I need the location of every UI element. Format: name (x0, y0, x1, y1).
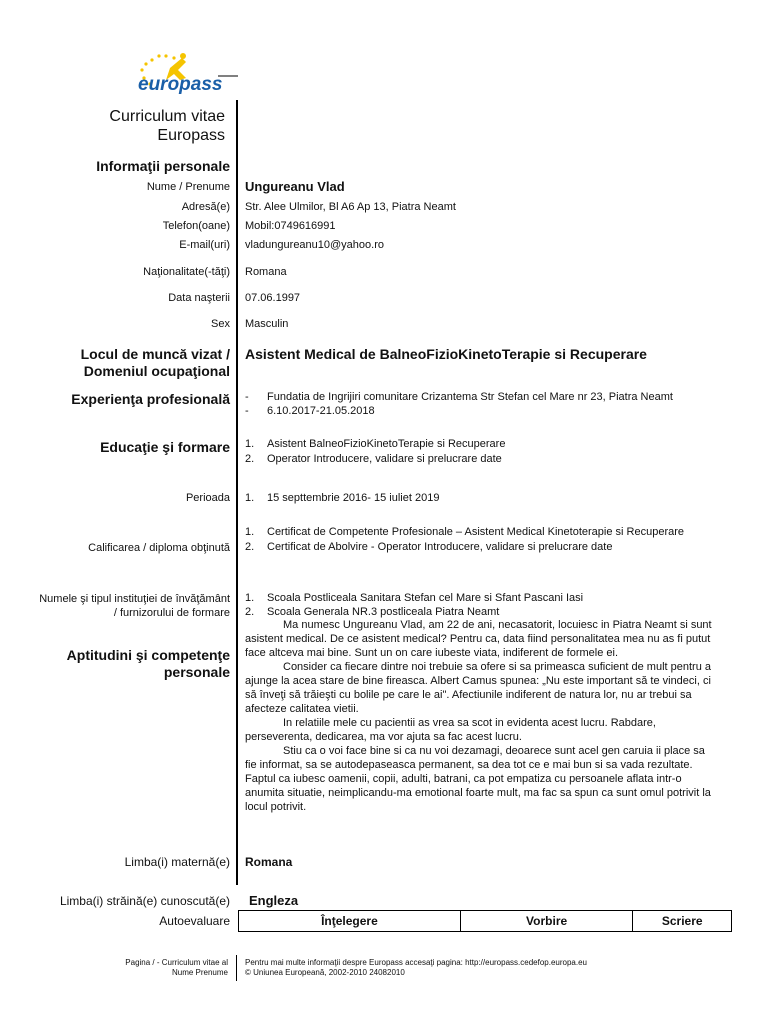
education-text: Operator Introducere, validare si prelucrare date (267, 453, 502, 465)
qualification-item (245, 541, 612, 553)
birthdate-value: 07.06.1997 (245, 292, 301, 304)
skills-paragraph: Consider ca fiecare dintre noi trebuie sa ofere si sa primeasca suficient de mult pentru a ajunge la acea stare de bine fireasca. Albert Camus spunea: „Nu este important să te vindeci, ci să înveţi să trăieşti cu bolile pe care le ai". Afectiunile indiferent de natura lor, nu ar trebui sa afecteze calitatea vietii. (245, 661, 711, 715)
nationality-label: Naţionalitate(-tăţi) (143, 266, 230, 278)
phone-label: Telefon(oane) (162, 220, 230, 232)
qualification-text: Certificat de Abolvire - Operator Introducere, validare si prelucrare date (267, 541, 613, 553)
institution-num: 2. (245, 606, 255, 618)
qualification-num: 1. (245, 526, 255, 538)
name-value: Ungureanu Vlad (245, 179, 345, 194)
education-item (245, 438, 505, 450)
mother-tongue-value: Romana (245, 855, 293, 869)
qualification-item (245, 526, 684, 538)
name-label: Nume / Prenume (146, 181, 230, 193)
cv-title-line1: Curriculum vitae (109, 108, 225, 125)
footer-right (245, 958, 587, 978)
skills-paragraph: Stiu ca o voi face bine si ca nu voi dezamagi, deoarece sunt acel gen caruia ii place sa fie informat, sa se autodepaseasca permanent, sa dea tot ce e mai bun si sa vada rezultate. Faptul ca iubesc oamenii, copii, adulti, batrani, ca pot empatiza cu persoanele aflata intr-o anumita situatie, neimplicandu-ma emotional foarte mult, ma fac sa spun ca sunt omul potrivit la locul potrivit. (245, 745, 711, 813)
footer-right-line1[interactable]: Pentru mai multe informaţii despre Europass accesaţi pagina: http://europass.cedefop.europa.eu (245, 958, 587, 967)
skills-heading-line2: personale (163, 664, 230, 680)
job-heading-line1: Locul de muncă vizat / (80, 346, 230, 362)
address-label: Adresă(e) (181, 201, 230, 213)
self-assessment-label: Autoevaluare (159, 914, 230, 928)
sex-label: Sex (211, 318, 230, 330)
experience-item (245, 391, 673, 403)
footer-left (125, 958, 228, 978)
education-num: 2. (245, 453, 255, 465)
footer-left-line2: Nume Prenume (171, 968, 228, 977)
footer-left-line1: Pagina / - Curriculum vitae al (125, 958, 228, 967)
education-heading: Educaţie şi formare (100, 439, 230, 455)
education-num: 1. (245, 438, 255, 450)
experience-text: 6.10.2017-21.05.2018 (267, 405, 375, 417)
education-item (245, 453, 502, 465)
education-text: Asistent BalneoFizioKinetoTerapie si Recuperare (267, 438, 506, 450)
period-label: Perioada (185, 492, 230, 504)
cv-title-line2: Europass (157, 127, 225, 144)
nationality-value: Romana (245, 266, 287, 278)
section-divider-line (236, 100, 238, 885)
understanding-column: Înţelegere (239, 911, 461, 932)
skills-paragraph: In relatiile mele cu pacientii as vrea sa scot in evidenta acest lucru. Rabdare, perseverenta, dedicarea, ma vor ajuta sa fac acest lucru. (245, 717, 656, 743)
mother-tongue-label: Limba(i) maternă(e) (124, 855, 230, 869)
speaking-column: Vorbire (460, 911, 633, 932)
experience-bullet: - (245, 391, 249, 403)
job-heading (81, 346, 230, 380)
foreign-language-label: Limba(i) străină(e) cunoscută(e) (59, 894, 230, 908)
skills-paragraph: Ma numesc Ungureanu Vlad, am 22 de ani, necasatorit, locuiesc in Piatra Neamt si sunt asistent medical. De ce asistent medical? Pentru ca, data fiind personalitatea mea nu as fi putut face altceva mai bine. Sunt un on care iubeste viata, indiferent de formele ei. (245, 619, 712, 659)
skills-heading-line1: Aptitudini şi competenţe (66, 647, 230, 663)
qualification-num: 2. (245, 541, 255, 553)
skills-heading (67, 647, 230, 681)
sex-value: Masculin (245, 318, 289, 330)
institution-label-line2: / furnizorului de formare (113, 607, 230, 619)
email-value[interactable]: vladungureanu10@yahoo.ro (245, 239, 384, 251)
language-assessment-table (238, 910, 732, 932)
skills-text (245, 618, 715, 814)
experience-heading: Experienţa profesională (71, 391, 230, 407)
job-heading-line2: Domeniul ocupaţional (83, 363, 230, 379)
qualification-label: Calificarea / diploma obţinută (88, 542, 230, 554)
language-assessment-header-row (239, 911, 732, 932)
qualification-text: Certificat de Competente Profesionale – Asistent Medical Kinetoterapie si Recuperare (267, 526, 685, 538)
period-value (245, 492, 439, 504)
period-text: 15 septtembrie 2016- 15 iuliet 2019 (267, 492, 440, 504)
email-label: E-mail(uri) (179, 239, 230, 251)
foreign-language-value: Engleza (249, 893, 299, 908)
writing-column: Scriere (633, 911, 732, 932)
experience-text: Fundatia de Ingrijiri comunitare Crizantema Str Stefan cel Mare nr 23, Piatra Neamt (267, 391, 673, 403)
personal-info-heading: Informaţii personale (96, 158, 230, 174)
experience-bullet: - (245, 405, 249, 417)
institution-num: 1. (245, 592, 255, 604)
footer-divider-line (236, 955, 237, 981)
institution-text: Scoala Postliceala Sanitara Stefan cel Mare si Sfant Pascani Iasi (267, 592, 584, 604)
institution-label (39, 592, 230, 620)
cv-title (109, 107, 225, 145)
europass-logo (130, 48, 240, 98)
birthdate-label: Data naşterii (168, 292, 230, 304)
institution-item (245, 606, 499, 618)
phone-value: Mobil:0749616991 (245, 220, 336, 232)
footer-right-line2: © Uniunea Europeană, 2002-2010 24082010 (245, 968, 405, 977)
institution-label-line1: Numele şi tipul instituţiei de învăţământ (39, 593, 230, 605)
institution-item (245, 592, 583, 604)
period-num: 1. (245, 492, 255, 504)
experience-item (245, 405, 375, 417)
institution-text: Scoala Generala NR.3 postliceala Piatra Neamt (267, 606, 500, 618)
job-value: Asistent Medical de BalneoFizioKinetoTerapie si Recuperare (245, 346, 647, 362)
europass-logo-text: europass (138, 74, 223, 95)
address-value: Str. Alee Ulmilor, Bl A6 Ap 13, Piatra Neamt (245, 201, 456, 213)
